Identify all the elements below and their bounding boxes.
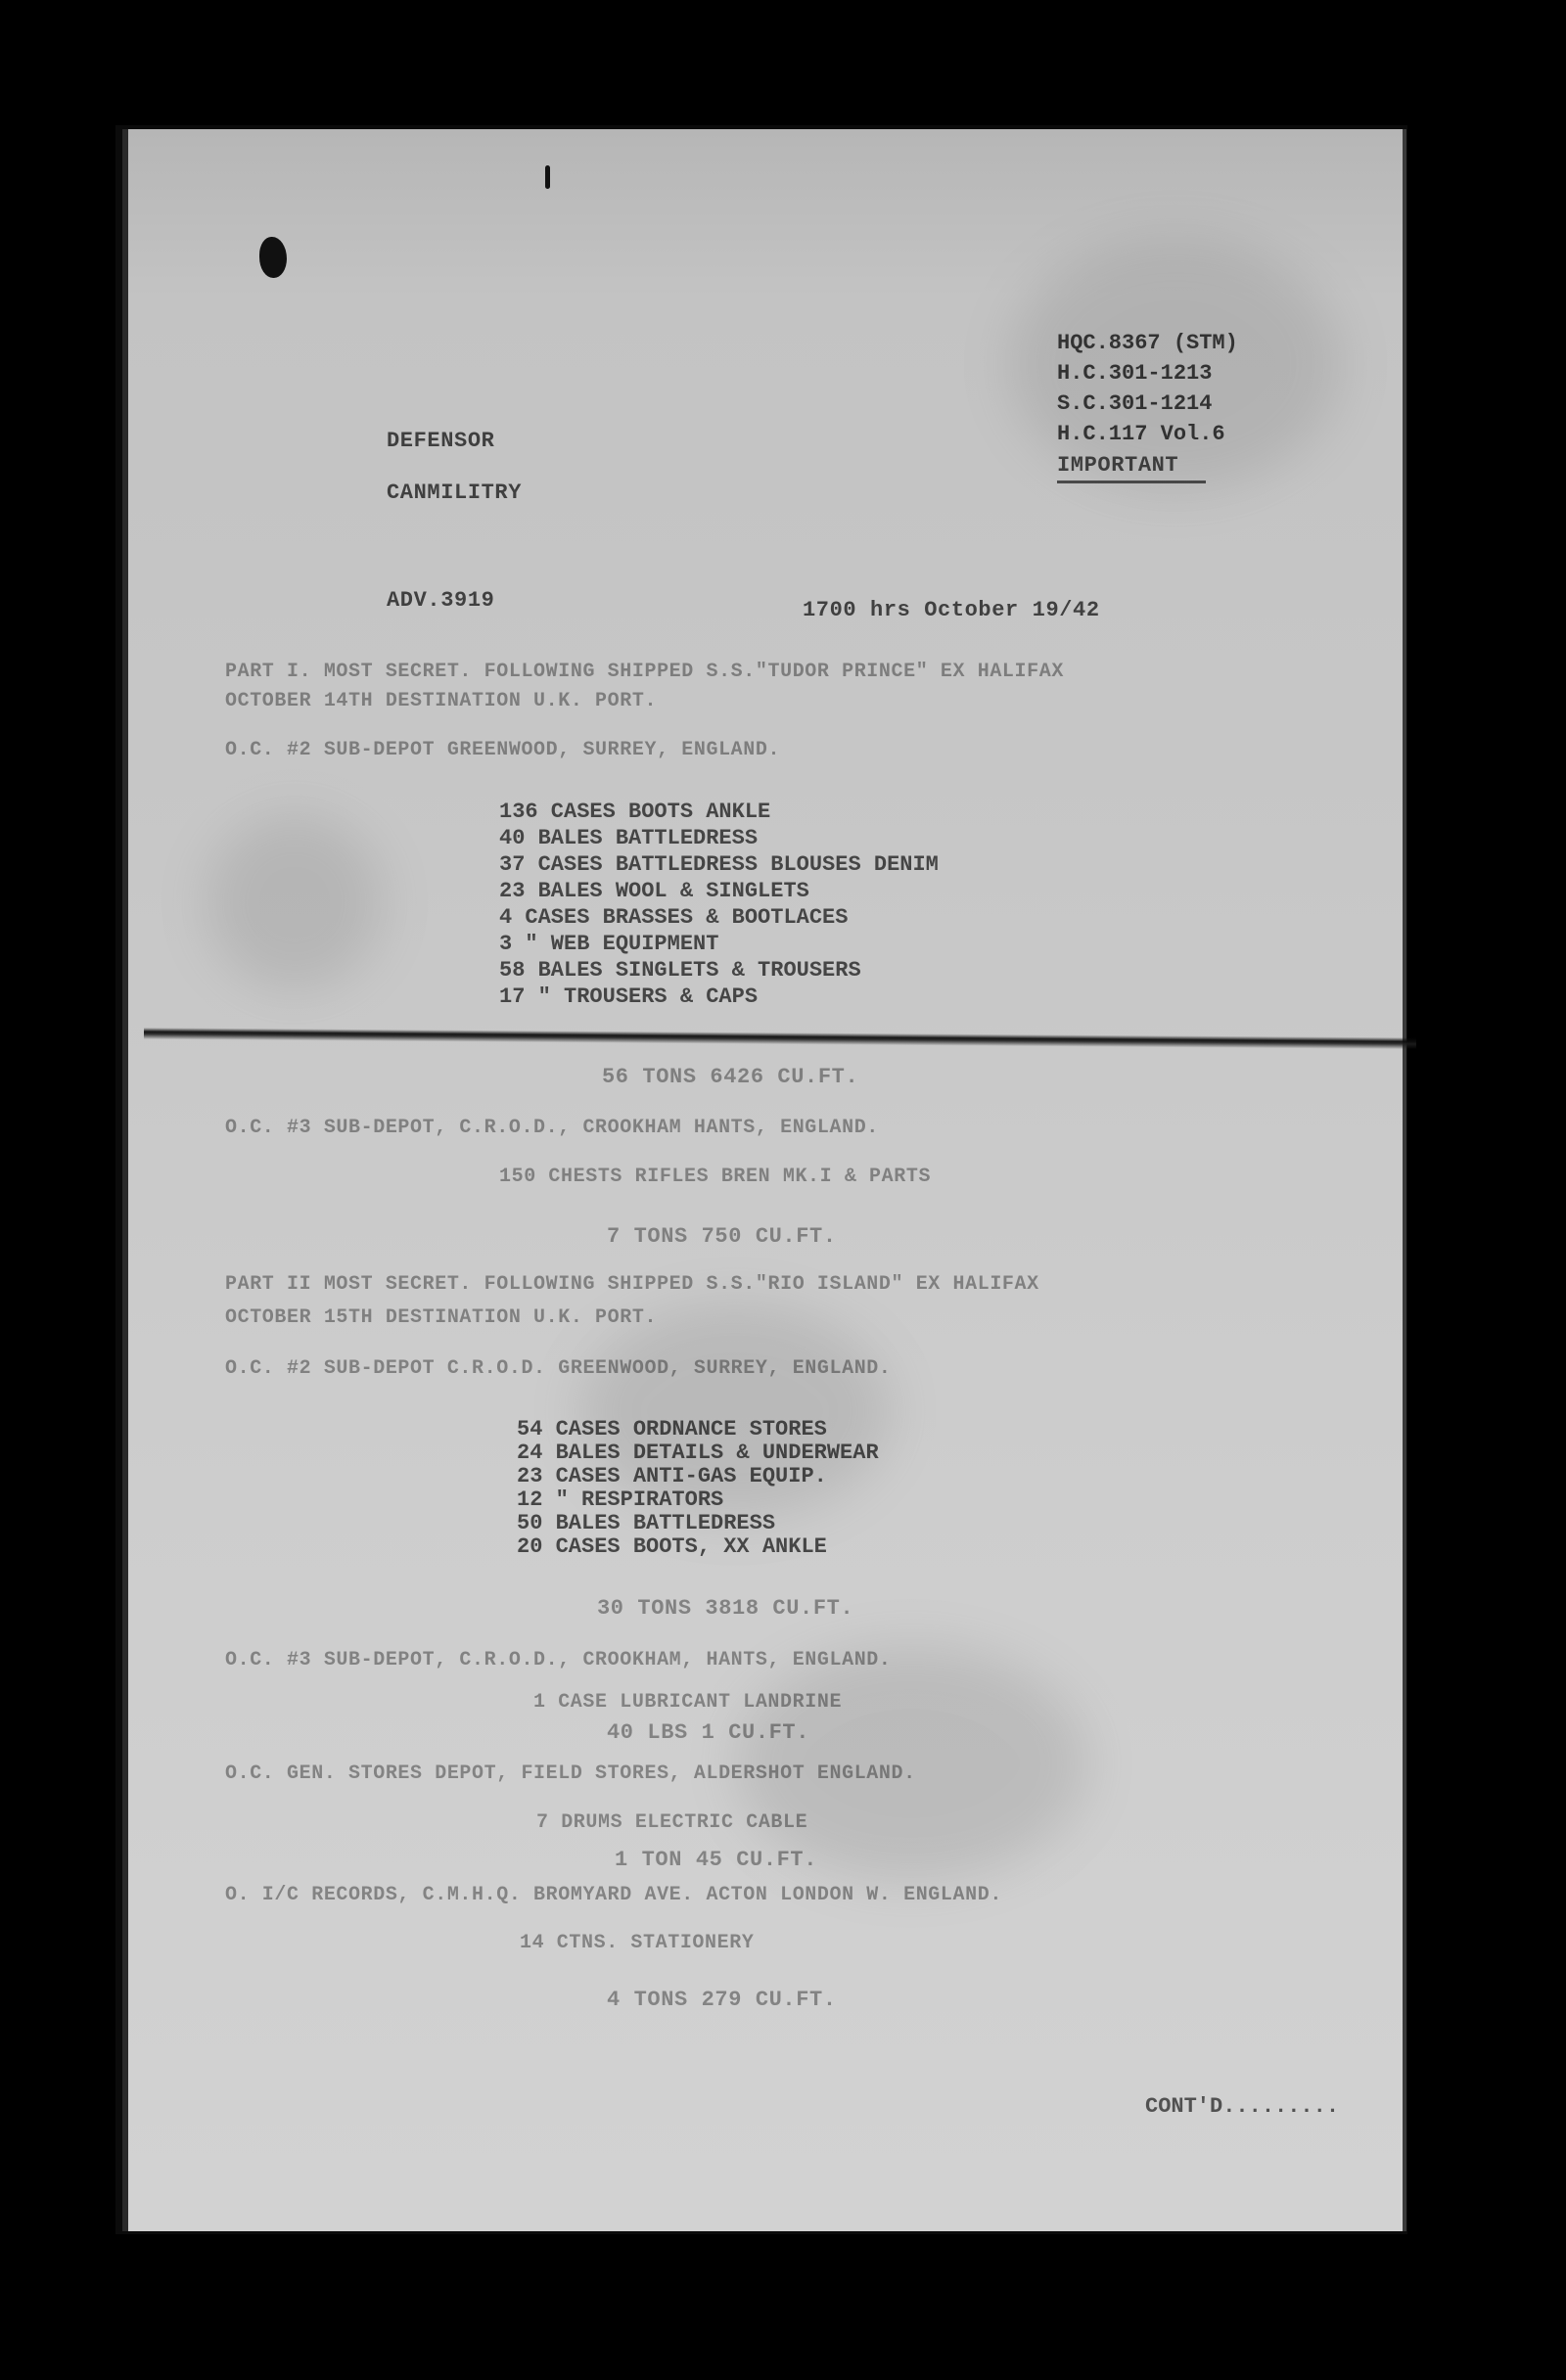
- cargo-line: 23 BALES WOOL & SINGLETS: [499, 879, 809, 903]
- addressee: DEFENSOR: [387, 429, 495, 453]
- part-two-section-4-item: 14 CTNS. STATIONERY: [520, 1932, 755, 1954]
- priority-label: IMPORTANT: [1057, 453, 1179, 478]
- cargo-line: 24 BALES DETAILS & UNDERWEAR: [517, 1441, 879, 1465]
- cargo-line: 23 CASES ANTI-GAS EQUIP.: [517, 1464, 827, 1488]
- part-two-section-4-header: O. I/C RECORDS, C.M.H.Q. BROMYARD AVE. ACTON LONDON W. ENGLAND.: [225, 1884, 1002, 1906]
- cargo-line: 20 CASES BOOTS, XX ANKLE: [517, 1534, 827, 1559]
- cargo-line: 37 CASES BATTLEDRESS BLOUSES DENIM: [499, 852, 939, 877]
- part-two-section-1-items: [517, 1417, 1026, 1583]
- part-one-section-2-total: 7 TONS 750 CU.FT.: [607, 1224, 837, 1249]
- reference-line-4: H.C.117 Vol.6: [1057, 422, 1225, 446]
- ink-blot: [259, 237, 287, 278]
- part-two-section-2-header: O.C. #3 SUB-DEPOT, C.R.O.D., CROOKHAM, HANTS, ENGLAND.: [225, 1649, 892, 1671]
- priority-underline: [1057, 481, 1206, 483]
- part-two-section-2-total: 40 LBS 1 CU.FT.: [607, 1720, 810, 1745]
- cargo-line: 3 " WEB EQUIPMENT: [499, 932, 719, 956]
- part-two-section-1-total: 30 TONS 3818 CU.FT.: [597, 1596, 854, 1621]
- continuation-marker: CONT'D.........: [1145, 2094, 1340, 2119]
- cargo-line: 50 BALES BATTLEDRESS: [517, 1511, 776, 1535]
- part-two-section-3-total: 1 TON 45 CU.FT.: [615, 1848, 818, 1872]
- part-two-section-3-header: O.C. GEN. STORES DEPOT, FIELD STORES, ALDERSHOT ENGLAND.: [225, 1762, 916, 1785]
- cargo-line: 4 CASES BRASSES & BOOTLACES: [499, 905, 849, 930]
- reference-line-1: HQC.8367 (STM): [1057, 331, 1238, 355]
- cargo-line: 54 CASES ORDNANCE STORES: [517, 1417, 827, 1442]
- paper-stain-left: [207, 814, 383, 990]
- part-two-section-2-item: 1 CASE LUBRICANT LANDRINE: [533, 1691, 843, 1714]
- reference-block: [1057, 328, 1312, 449]
- part-two-intro-line-2: OCTOBER 15TH DESTINATION U.K. PORT.: [225, 1306, 658, 1329]
- timestamp: 1700 hrs October 19/42: [803, 598, 1100, 622]
- message-number: ADV.3919: [387, 588, 495, 613]
- part-two-section-4-total: 4 TONS 279 CU.FT.: [607, 1988, 837, 2012]
- cargo-line: 136 CASES BOOTS ANKLE: [499, 800, 771, 824]
- cargo-line: 40 BALES BATTLEDRESS: [499, 826, 759, 850]
- part-two-intro-line-1: PART II MOST SECRET. FOLLOWING SHIPPED S.S."RIO ISLAND" EX HALIFAX: [225, 1273, 1039, 1296]
- cargo-line: 17 " TROUSERS & CAPS: [499, 984, 759, 1009]
- part-one-section-2-item: 150 CHESTS RIFLES BREN MK.I & PARTS: [499, 1166, 932, 1188]
- part-two-section-3-item: 7 DRUMS ELECTRIC CABLE: [536, 1811, 808, 1834]
- part-one-section-2-header: O.C. #3 SUB-DEPOT, C.R.O.D., CROOKHAM HANTS, ENGLAND.: [225, 1117, 879, 1139]
- part-one-section-1-items: [499, 800, 1106, 1034]
- part-one-intro-line-2: OCTOBER 14TH DESTINATION U.K. PORT.: [225, 690, 658, 712]
- reference-line-3: S.C.301-1214: [1057, 391, 1213, 416]
- sender: CANMILITRY: [387, 481, 523, 505]
- part-two-section-1-header: O.C. #2 SUB-DEPOT C.R.O.D. GREENWOOD, SURREY, ENGLAND.: [225, 1357, 892, 1380]
- part-one-section-1-header: O.C. #2 SUB-DEPOT GREENWOOD, SURREY, ENGLAND.: [225, 739, 781, 761]
- cargo-line: 58 BALES SINGLETS & TROUSERS: [499, 958, 861, 983]
- punch-mark: [545, 165, 550, 189]
- part-one-section-1-total: 56 TONS 6426 CU.FT.: [602, 1065, 859, 1089]
- cargo-line: 12 " RESPIRATORS: [517, 1488, 724, 1512]
- part-one-intro-line-1: PART I. MOST SECRET. FOLLOWING SHIPPED S.S."TUDOR PRINCE" EX HALIFAX: [225, 661, 1064, 683]
- reference-line-2: H.C.301-1213: [1057, 361, 1213, 386]
